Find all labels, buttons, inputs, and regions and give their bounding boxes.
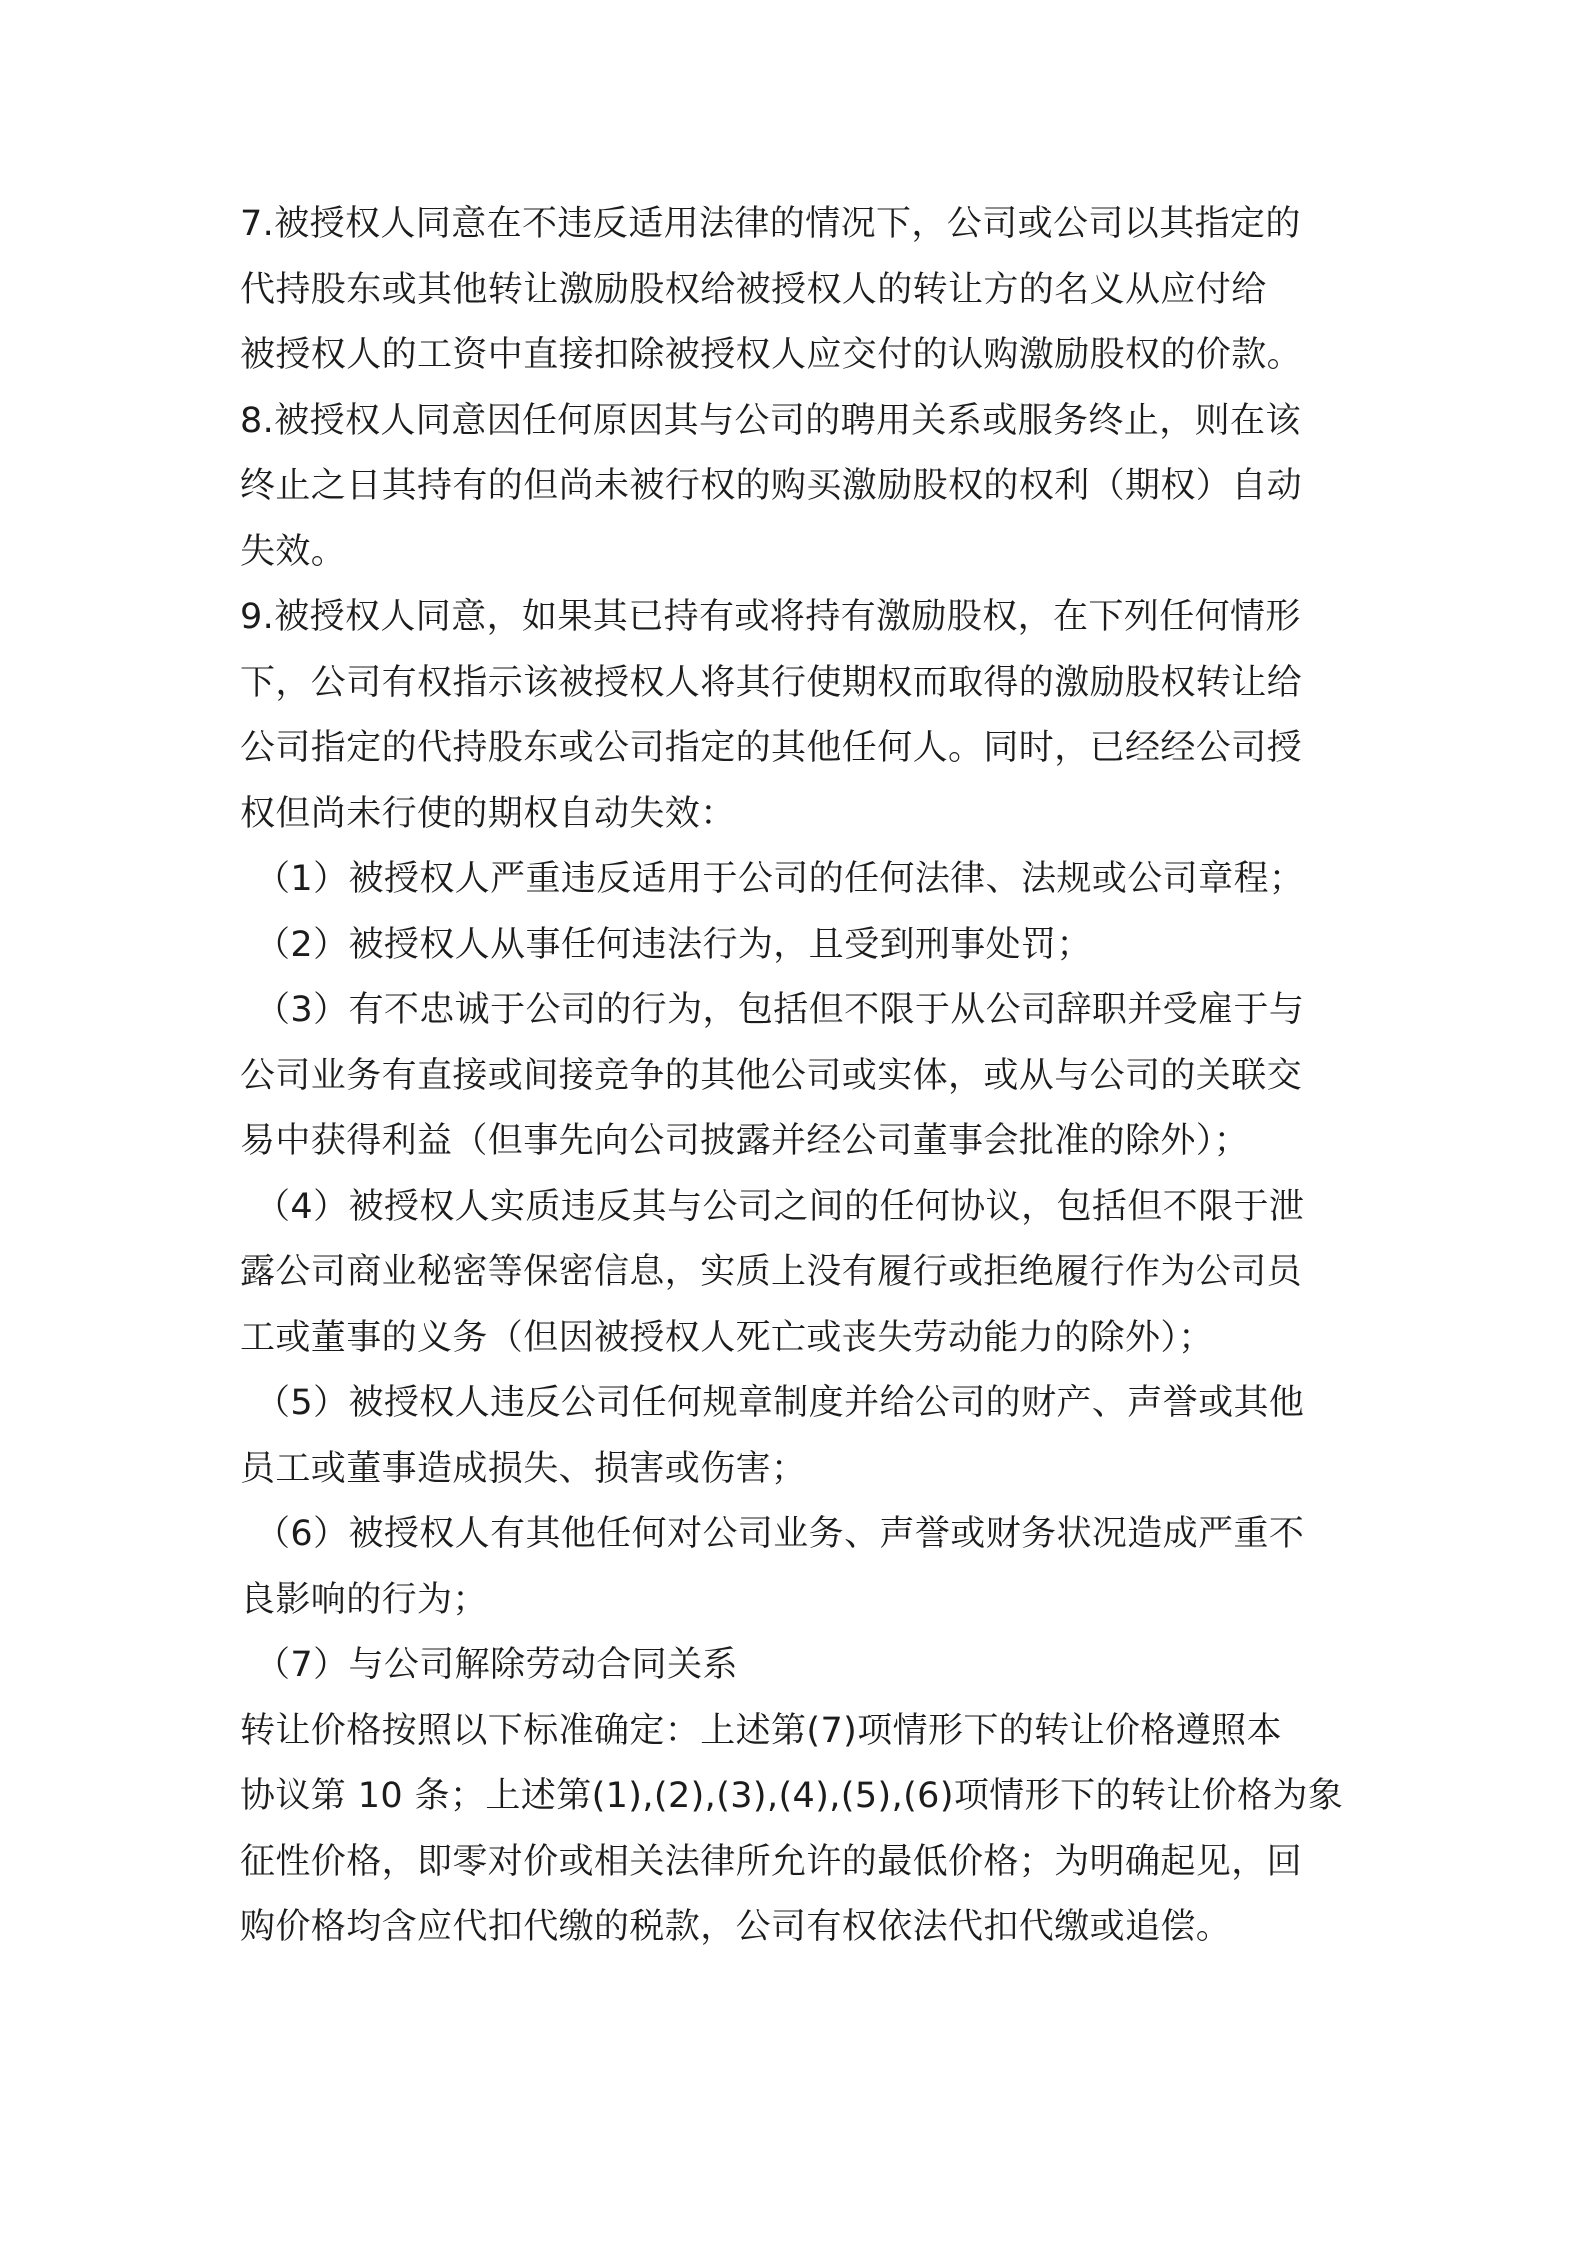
item-5-line-2: 员工或董事造成损失、损害或伤害； xyxy=(240,1448,807,1489)
transfer-price-line-1: 转让价格按照以下标准确定：上述第(7)项情形下的转让价格遵照本 xyxy=(240,1710,1282,1751)
item-5-line-1: （5）被授权人违反公司任何规章制度并给公司的财产、声誉或其他 xyxy=(255,1383,1305,1423)
clause-9-line-4: 权但尚未行使的期权自动失效： xyxy=(240,793,736,834)
clause-8-line-1: 8.被授权人同意因任何原因其与公司的聘用关系或服务终止，则在该 xyxy=(240,400,1301,441)
transfer-price-line-4: 购价格均含应代扣代缴的税款，公司有权依法代扣代缴或追偿。 xyxy=(240,1907,1232,1947)
item-6-line-2: 良影响的行为； xyxy=(240,1579,488,1620)
item-3-line-1: （3）有不忠诚于公司的行为，包括但不限于从公司辞职并受雇于与 xyxy=(255,990,1305,1030)
item-3-line-2: 公司业务有直接或间接竞争的其他公司或实体，或从与公司的关联交 xyxy=(240,1055,1303,1096)
clause-8-line-2: 终止之日其持有的但尚未被行权的购买激励股权的权利（期权）自动 xyxy=(240,466,1303,506)
clause-9-line-2: 下，公司有权指示该被授权人将其行使期权而取得的激励股权转让给 xyxy=(240,662,1303,703)
item-6-line-1: （6）被授权人有其他任何对公司业务、声誉或财务状况造成严重不 xyxy=(255,1514,1305,1554)
item-2-line-1: （2）被授权人从事任何违法行为，且受到刑事处罚； xyxy=(255,924,1092,965)
transfer-price-line-3: 征性价格，即零对价或相关法律所允许的最低价格；为明确起见，回 xyxy=(240,1841,1303,1882)
transfer-price-line-2: 协议第 10 条；上述第(1),(2),(3),(4),(5),(6)项情形下的转让价格为象 xyxy=(240,1776,1344,1816)
item-4-line-2: 露公司商业秘密等保密信息，实质上没有履行或拒绝履行作为公司员 xyxy=(240,1252,1303,1292)
item-7-line-1: （7）与公司解除劳动合同关系 xyxy=(255,1645,738,1685)
item-1-line-1: （1）被授权人严重违反适用于公司的任何法律、法规或公司章程； xyxy=(255,859,1305,899)
item-4-line-3: 工或董事的义务（但因被授权人死亡或丧失劳动能力的除外）； xyxy=(240,1317,1214,1358)
clause-7-line-1: 7.被授权人同意在不违反适用法律的情况下，公司或公司以其指定的 xyxy=(240,204,1301,244)
item-3-line-3: 易中获得利益（但事先向公司披露并经公司董事会批准的除外）； xyxy=(240,1121,1250,1161)
item-4-line-1: （4）被授权人实质违反其与公司之间的任何协议，包括但不限于泄 xyxy=(255,1186,1305,1227)
clause-9-line-3: 公司指定的代持股东或公司指定的其他任何人。同时，已经经公司授 xyxy=(240,728,1303,768)
clause-8-line-3: 失效。 xyxy=(240,531,347,572)
clause-7-line-3: 被授权人的工资中直接扣除被授权人应交付的认购激励股权的价款。 xyxy=(240,335,1303,375)
document-body xyxy=(240,192,1360,1961)
clause-9-line-1: 9.被授权人同意，如果其已持有或将持有激励股权，在下列任何情形 xyxy=(240,597,1301,637)
clause-7-line-2: 代持股东或其他转让激励股权给被授权人的转让方的名义从应付给 xyxy=(240,269,1267,310)
